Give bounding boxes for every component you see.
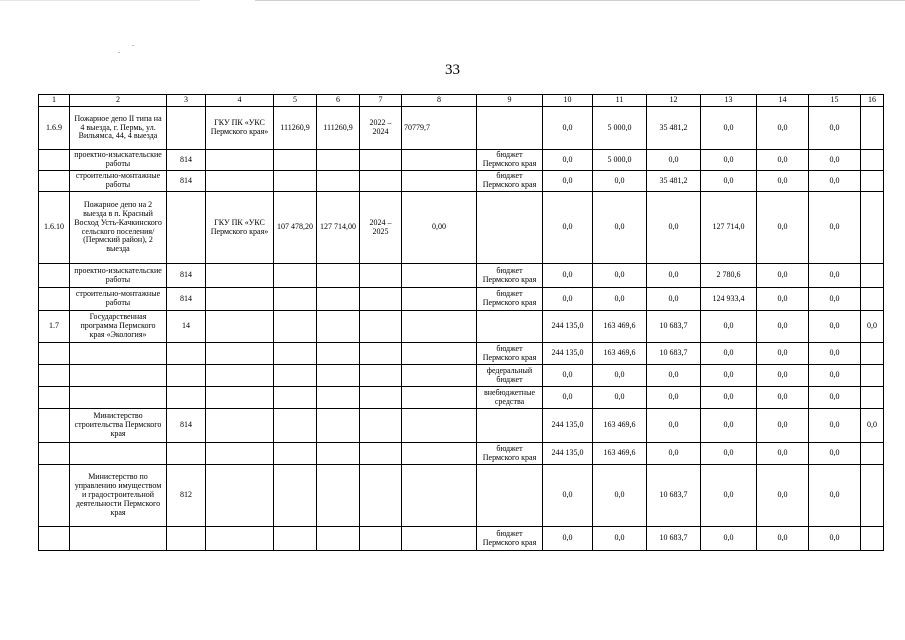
year-value-14: 0,0 bbox=[757, 409, 809, 443]
completed-value bbox=[402, 264, 477, 288]
year-value-14: 0,0 bbox=[757, 443, 809, 465]
year-value-14: 0,0 bbox=[757, 527, 809, 551]
funding-source: бюджет Пермского края bbox=[477, 264, 543, 288]
year-value-11: 163 469,6 bbox=[593, 443, 647, 465]
year-value-12: 35 481,2 bbox=[647, 171, 701, 192]
customer bbox=[206, 527, 274, 551]
contract-cost bbox=[317, 150, 360, 171]
year-value-14: 0,0 bbox=[757, 107, 809, 150]
year-value-16 bbox=[861, 192, 884, 264]
program-code: 812 bbox=[167, 465, 206, 527]
construction-period bbox=[360, 150, 402, 171]
table-row bbox=[39, 527, 884, 551]
year-value-13: 124 933,4 bbox=[701, 288, 757, 311]
estimated-cost bbox=[274, 527, 317, 551]
year-value-16 bbox=[861, 387, 884, 409]
completed-value bbox=[402, 311, 477, 343]
year-value-12: 0,0 bbox=[647, 387, 701, 409]
construction-period bbox=[360, 264, 402, 288]
program-code bbox=[167, 365, 206, 387]
program-code bbox=[167, 343, 206, 365]
funding-source: бюджет Пермского края bbox=[477, 288, 543, 311]
funding-source: бюджет Пермского края bbox=[477, 150, 543, 171]
year-value-10: 244 135,0 bbox=[543, 443, 593, 465]
year-value-15: 0,0 bbox=[809, 171, 861, 192]
completed-value bbox=[402, 365, 477, 387]
customer bbox=[206, 150, 274, 171]
year-value-14: 0,0 bbox=[757, 311, 809, 343]
row-code bbox=[39, 150, 70, 171]
customer: ГКУ ПК «УКС Пермского края» bbox=[206, 192, 274, 264]
year-value-13: 0,0 bbox=[701, 150, 757, 171]
scan-speck bbox=[132, 45, 134, 46]
year-value-14: 0,0 bbox=[757, 288, 809, 311]
year-value-10: 0,0 bbox=[543, 387, 593, 409]
construction-period bbox=[360, 311, 402, 343]
item-name: строительно-монтажные работы bbox=[70, 288, 167, 311]
funding-source: федеральный бюджет bbox=[477, 365, 543, 387]
year-value-12: 0,0 bbox=[647, 288, 701, 311]
year-value-16 bbox=[861, 107, 884, 150]
year-value-10: 244 135,0 bbox=[543, 343, 593, 365]
row-code bbox=[39, 465, 70, 527]
completed-value bbox=[402, 443, 477, 465]
year-value-13: 0,0 bbox=[701, 171, 757, 192]
year-value-13: 0,0 bbox=[701, 409, 757, 443]
year-value-16 bbox=[861, 343, 884, 365]
column-number-row bbox=[39, 95, 884, 107]
year-value-12: 0,0 bbox=[647, 409, 701, 443]
year-value-12: 0,0 bbox=[647, 192, 701, 264]
funding-source bbox=[477, 409, 543, 443]
table-row bbox=[39, 288, 884, 311]
year-value-16 bbox=[861, 288, 884, 311]
row-code bbox=[39, 443, 70, 465]
column-number-7: 7 bbox=[360, 95, 402, 107]
year-value-14: 0,0 bbox=[757, 264, 809, 288]
year-value-14: 0,0 bbox=[757, 192, 809, 264]
year-value-14: 0,0 bbox=[757, 343, 809, 365]
year-value-13: 0,0 bbox=[701, 365, 757, 387]
table-row bbox=[39, 409, 884, 443]
column-number-9: 9 bbox=[477, 95, 543, 107]
row-code bbox=[39, 365, 70, 387]
item-name: строительно-монтажные работы bbox=[70, 171, 167, 192]
column-number-1: 1 bbox=[39, 95, 70, 107]
program-code bbox=[167, 387, 206, 409]
column-number-5: 5 bbox=[274, 95, 317, 107]
funding-source bbox=[477, 192, 543, 264]
contract-cost bbox=[317, 443, 360, 465]
completed-value bbox=[402, 409, 477, 443]
table-row bbox=[39, 365, 884, 387]
funding-source bbox=[477, 107, 543, 150]
program-code bbox=[167, 107, 206, 150]
column-number-13: 13 bbox=[701, 95, 757, 107]
construction-period: 2024 – 2025 bbox=[360, 192, 402, 264]
program-code: 814 bbox=[167, 409, 206, 443]
year-value-13: 0,0 bbox=[701, 443, 757, 465]
contract-cost bbox=[317, 343, 360, 365]
year-value-12: 0,0 bbox=[647, 365, 701, 387]
estimated-cost bbox=[274, 150, 317, 171]
year-value-11: 163 469,6 bbox=[593, 343, 647, 365]
year-value-15: 0,0 bbox=[809, 288, 861, 311]
row-code bbox=[39, 343, 70, 365]
item-name bbox=[70, 343, 167, 365]
contract-cost bbox=[317, 171, 360, 192]
year-value-15: 0,0 bbox=[809, 311, 861, 343]
year-value-12: 0,0 bbox=[647, 150, 701, 171]
contract-cost bbox=[317, 288, 360, 311]
year-value-12: 10 683,7 bbox=[647, 343, 701, 365]
item-name: Министерство по управлению имуществом и градостроительной деятельности Пермского края bbox=[70, 465, 167, 527]
table-row bbox=[39, 343, 884, 365]
estimated-cost: 107 478,20 bbox=[274, 192, 317, 264]
funding-source: бюджет Пермского края bbox=[477, 343, 543, 365]
row-code bbox=[39, 171, 70, 192]
completed-value bbox=[402, 343, 477, 365]
year-value-12: 0,0 bbox=[647, 264, 701, 288]
column-number-12: 12 bbox=[647, 95, 701, 107]
estimated-cost bbox=[274, 171, 317, 192]
year-value-16 bbox=[861, 150, 884, 171]
construction-period bbox=[360, 288, 402, 311]
year-value-11: 5 000,0 bbox=[593, 107, 647, 150]
year-value-10: 244 135,0 bbox=[543, 311, 593, 343]
completed-value bbox=[402, 465, 477, 527]
year-value-13: 0,0 bbox=[701, 465, 757, 527]
year-value-15: 0,0 bbox=[809, 343, 861, 365]
program-code: 814 bbox=[167, 171, 206, 192]
completed-value bbox=[402, 150, 477, 171]
funding-source: бюджет Пермского края bbox=[477, 171, 543, 192]
row-code: 1.6.9 bbox=[39, 107, 70, 150]
contract-cost bbox=[317, 264, 360, 288]
column-number-11: 11 bbox=[593, 95, 647, 107]
column-number-16: 16 bbox=[861, 95, 884, 107]
funding-source bbox=[477, 311, 543, 343]
contract-cost bbox=[317, 365, 360, 387]
table-row bbox=[39, 387, 884, 409]
year-value-14: 0,0 bbox=[757, 387, 809, 409]
year-value-10: 0,0 bbox=[543, 192, 593, 264]
year-value-14: 0,0 bbox=[757, 150, 809, 171]
item-name bbox=[70, 387, 167, 409]
year-value-16 bbox=[861, 465, 884, 527]
scan-edge-top-right bbox=[255, 0, 905, 1]
contract-cost bbox=[317, 311, 360, 343]
item-name: проектно-изыскательские работы bbox=[70, 150, 167, 171]
column-number-14: 14 bbox=[757, 95, 809, 107]
year-value-12: 10 683,7 bbox=[647, 527, 701, 551]
customer bbox=[206, 387, 274, 409]
customer: ГКУ ПК «УКС Пермского края» bbox=[206, 107, 274, 150]
customer bbox=[206, 465, 274, 527]
year-value-10: 0,0 bbox=[543, 365, 593, 387]
estimated-cost: 111260,9 bbox=[274, 107, 317, 150]
year-value-15: 0,0 bbox=[809, 264, 861, 288]
item-name bbox=[70, 443, 167, 465]
year-value-10: 244 135,0 bbox=[543, 409, 593, 443]
year-value-11: 0,0 bbox=[593, 288, 647, 311]
row-code: 1.6.10 bbox=[39, 192, 70, 264]
program-code bbox=[167, 192, 206, 264]
year-value-12: 10 683,7 bbox=[647, 465, 701, 527]
estimated-cost bbox=[274, 365, 317, 387]
year-value-15: 0,0 bbox=[809, 409, 861, 443]
year-value-15: 0,0 bbox=[809, 150, 861, 171]
year-value-11: 0,0 bbox=[593, 387, 647, 409]
funding-source: бюджет Пермского края bbox=[477, 443, 543, 465]
item-name: Государственная программа Пермского края «Экология» bbox=[70, 311, 167, 343]
year-value-13: 0,0 bbox=[701, 311, 757, 343]
construction-period: 2022 – 2024 bbox=[360, 107, 402, 150]
year-value-13: 0,0 bbox=[701, 343, 757, 365]
estimated-cost bbox=[274, 465, 317, 527]
estimated-cost bbox=[274, 264, 317, 288]
table-row bbox=[39, 107, 884, 150]
table-row bbox=[39, 443, 884, 465]
construction-period bbox=[360, 443, 402, 465]
estimated-cost bbox=[274, 288, 317, 311]
construction-period bbox=[360, 343, 402, 365]
year-value-10: 0,0 bbox=[543, 171, 593, 192]
program-code bbox=[167, 527, 206, 551]
customer bbox=[206, 343, 274, 365]
year-value-10: 0,0 bbox=[543, 107, 593, 150]
year-value-16: 0,0 bbox=[861, 409, 884, 443]
table-row bbox=[39, 264, 884, 288]
table-row bbox=[39, 311, 884, 343]
year-value-12: 0,0 bbox=[647, 443, 701, 465]
program-code: 14 bbox=[167, 311, 206, 343]
table-row bbox=[39, 150, 884, 171]
year-value-12: 10 683,7 bbox=[647, 311, 701, 343]
year-value-15: 0,0 bbox=[809, 387, 861, 409]
year-value-15: 0,0 bbox=[809, 443, 861, 465]
row-code bbox=[39, 264, 70, 288]
year-value-16 bbox=[861, 443, 884, 465]
year-value-11: 0,0 bbox=[593, 527, 647, 551]
customer bbox=[206, 311, 274, 343]
column-number-4: 4 bbox=[206, 95, 274, 107]
construction-period bbox=[360, 365, 402, 387]
year-value-11: 163 469,6 bbox=[593, 409, 647, 443]
item-name bbox=[70, 527, 167, 551]
column-number-15: 15 bbox=[809, 95, 861, 107]
item-name bbox=[70, 365, 167, 387]
row-code bbox=[39, 387, 70, 409]
construction-period bbox=[360, 387, 402, 409]
row-code: 1.7 bbox=[39, 311, 70, 343]
page-number: 33 bbox=[445, 62, 460, 78]
year-value-13: 0,0 bbox=[701, 387, 757, 409]
customer bbox=[206, 365, 274, 387]
year-value-15: 0,0 bbox=[809, 365, 861, 387]
customer bbox=[206, 171, 274, 192]
year-value-16 bbox=[861, 264, 884, 288]
table-row bbox=[39, 465, 884, 527]
program-code bbox=[167, 443, 206, 465]
funding-source: внебюджетные средства bbox=[477, 387, 543, 409]
contract-cost bbox=[317, 527, 360, 551]
table-row bbox=[39, 192, 884, 264]
year-value-16 bbox=[861, 527, 884, 551]
construction-period bbox=[360, 527, 402, 551]
year-value-11: 163 469,6 bbox=[593, 311, 647, 343]
completed-value: 70779,7 bbox=[402, 107, 477, 150]
year-value-13: 2 780,6 bbox=[701, 264, 757, 288]
year-value-15: 0,0 bbox=[809, 465, 861, 527]
contract-cost bbox=[317, 409, 360, 443]
completed-value bbox=[402, 387, 477, 409]
year-value-11: 0,0 bbox=[593, 465, 647, 527]
row-code bbox=[39, 288, 70, 311]
funding-source bbox=[477, 465, 543, 527]
table-row bbox=[39, 171, 884, 192]
program-code: 814 bbox=[167, 150, 206, 171]
year-value-10: 0,0 bbox=[543, 465, 593, 527]
year-value-10: 0,0 bbox=[543, 150, 593, 171]
year-value-16: 0,0 bbox=[861, 311, 884, 343]
construction-period bbox=[360, 465, 402, 527]
customer bbox=[206, 288, 274, 311]
item-name: Министерство строительства Пермского края bbox=[70, 409, 167, 443]
customer bbox=[206, 264, 274, 288]
year-value-11: 0,0 bbox=[593, 171, 647, 192]
estimated-cost bbox=[274, 311, 317, 343]
funding-source: бюджет Пермского края bbox=[477, 527, 543, 551]
year-value-15: 0,0 bbox=[809, 527, 861, 551]
year-value-11: 0,0 bbox=[593, 365, 647, 387]
program-code: 814 bbox=[167, 288, 206, 311]
completed-value bbox=[402, 171, 477, 192]
year-value-15: 0,0 bbox=[809, 107, 861, 150]
column-number-2: 2 bbox=[70, 95, 167, 107]
row-code bbox=[39, 409, 70, 443]
estimated-cost bbox=[274, 343, 317, 365]
item-name: проектно-изыскательские работы bbox=[70, 264, 167, 288]
item-name: Пожарное депо II типа на 4 выезда, г. Пермь, ул. Вильямса, 44, 4 выезда bbox=[70, 107, 167, 150]
estimated-cost bbox=[274, 443, 317, 465]
year-value-10: 0,0 bbox=[543, 264, 593, 288]
column-number-6: 6 bbox=[317, 95, 360, 107]
estimated-cost bbox=[274, 409, 317, 443]
contract-cost: 111260,9 bbox=[317, 107, 360, 150]
construction-period bbox=[360, 171, 402, 192]
construction-period bbox=[360, 409, 402, 443]
year-value-13: 127 714,0 bbox=[701, 192, 757, 264]
year-value-10: 0,0 bbox=[543, 527, 593, 551]
year-value-12: 35 481,2 bbox=[647, 107, 701, 150]
year-value-14: 0,0 bbox=[757, 171, 809, 192]
year-value-11: 0,0 bbox=[593, 192, 647, 264]
year-value-15: 0,0 bbox=[809, 192, 861, 264]
contract-cost bbox=[317, 387, 360, 409]
completed-value bbox=[402, 527, 477, 551]
completed-value bbox=[402, 288, 477, 311]
completed-value: 0,00 bbox=[402, 192, 477, 264]
year-value-13: 0,0 bbox=[701, 527, 757, 551]
item-name: Пожарное депо на 2 выезда в п. Красный Восход Усть-Качкинского сельского поселения/ (Пермский район), 2 выезда bbox=[70, 192, 167, 264]
customer bbox=[206, 409, 274, 443]
customer bbox=[206, 443, 274, 465]
scan-speck bbox=[118, 52, 120, 53]
row-code bbox=[39, 527, 70, 551]
year-value-13: 0,0 bbox=[701, 107, 757, 150]
year-value-11: 0,0 bbox=[593, 264, 647, 288]
column-number-8: 8 bbox=[402, 95, 477, 107]
year-value-10: 0,0 bbox=[543, 288, 593, 311]
program-code: 814 bbox=[167, 264, 206, 288]
year-value-11: 5 000,0 bbox=[593, 150, 647, 171]
scan-edge-top-left bbox=[0, 0, 200, 1]
column-number-10: 10 bbox=[543, 95, 593, 107]
contract-cost: 127 714,00 bbox=[317, 192, 360, 264]
year-value-14: 0,0 bbox=[757, 365, 809, 387]
column-number-3: 3 bbox=[167, 95, 206, 107]
contract-cost bbox=[317, 465, 360, 527]
budget-table bbox=[38, 94, 884, 551]
year-value-16 bbox=[861, 171, 884, 192]
year-value-16 bbox=[861, 365, 884, 387]
estimated-cost bbox=[274, 387, 317, 409]
year-value-14: 0,0 bbox=[757, 465, 809, 527]
